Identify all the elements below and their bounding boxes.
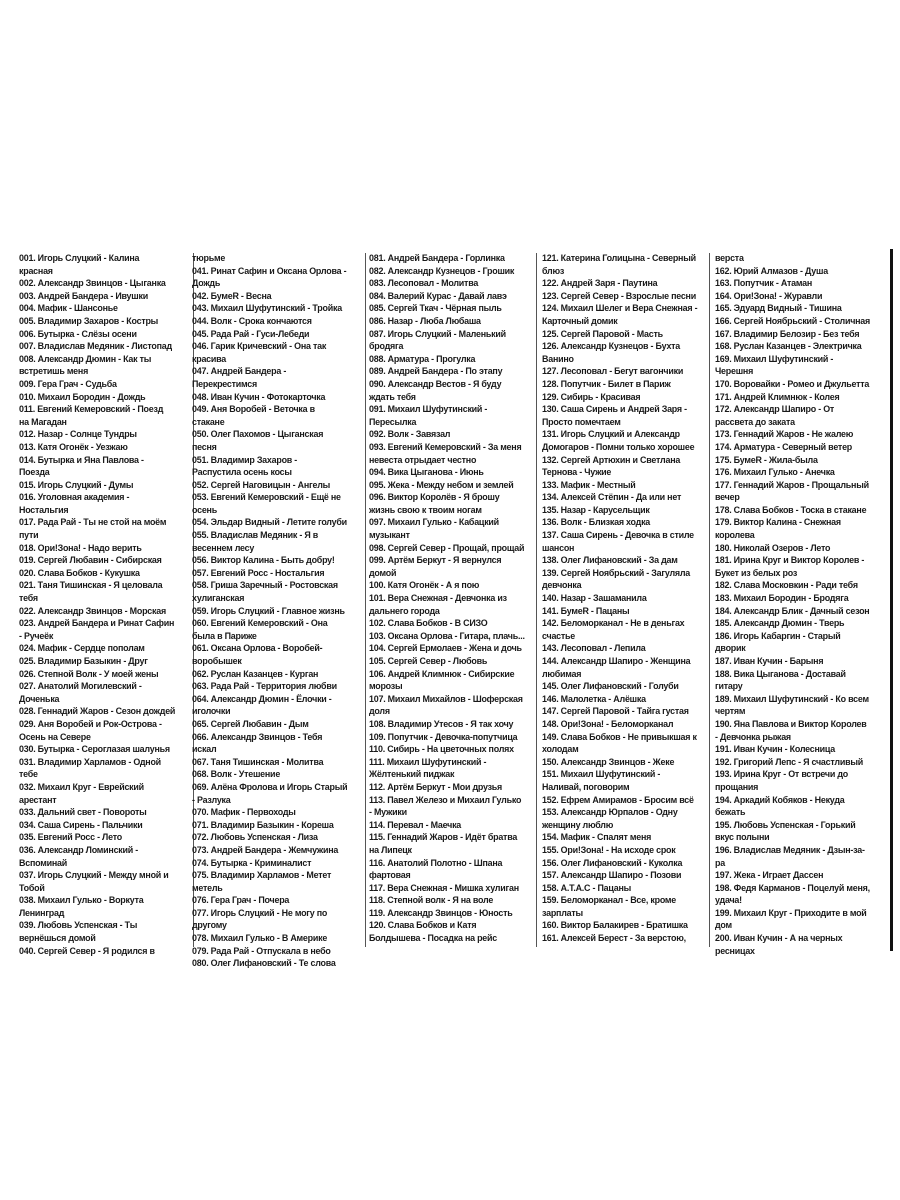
track-entry: 155. Ори!Зона! - На исходе срок (542, 844, 676, 856)
track-entry: 002. Александр Звинцов - Цыганка (19, 278, 166, 290)
track-entry: 187. Иван Кучин - Барыня (715, 656, 824, 667)
track-entry: 117. Вера Снежная - Мишка хулиган (369, 882, 519, 894)
track-entry: 008. Александр Дюмин - Как ты встретишь меня (19, 353, 152, 378)
track-entry: 123. Сергей Север - Взрослые песни (542, 290, 696, 302)
track-entry: 006. Бутырка - Слёзы осени (19, 328, 137, 340)
track-entry: 020. Слава Бобков - Кукушка (19, 567, 140, 579)
track-entry: 001. Игорь Слуцкий - Калина красная (19, 253, 140, 277)
track-entry: 010. Михаил Бородин - Дождь (19, 391, 146, 403)
track-entry: 033. Дальний свет - Повороты (19, 807, 147, 819)
track-entry: 073. Андрей Бандера - Жемчужина (192, 844, 339, 856)
track-entry: 101. Вера Снежная - Девчонка из дальнего города (369, 593, 507, 617)
track-entry: 192. Григорий Лепс - Я счастливый (715, 756, 864, 768)
track-entry: 144. Александр Шапиро - Женщина любимая (542, 656, 691, 680)
track-entry: 184. Александр Блик - Дачный сезон (715, 605, 870, 617)
track-entry: 039. Любовь Успенская - Ты вернёшься домой (19, 920, 138, 945)
track-entry: 118. Степной волк - Я на воле (369, 895, 494, 907)
track-entry: 156. Олег Лифановский - Куколка (542, 857, 683, 869)
track-entry: 131. Игорь Слуцкий и Александр Домогаров - Помни только хорошее (542, 429, 695, 453)
track-entry: 062. Руслан Казанцев - Курган (192, 668, 319, 680)
track-entry: 151. Михаил Шуфутинский - Наливай, поговорим (542, 769, 661, 793)
track-entry: 086. Назар - Люба Любаша (369, 315, 481, 327)
track-entry: 012. Назар - Солнце Тундры (19, 429, 137, 441)
track-entry: 096. Виктор Королёв - Я брошу жизнь свою к твоим ногам (369, 492, 500, 516)
track-entry: 199. Михаил Круг - Приходите в мой дом (715, 907, 867, 932)
track-entry: 046. Гарик Кричевский - Она так красива (192, 341, 327, 365)
track-entry: 070. Мафик - Первоходы (192, 807, 296, 819)
track-entry: 152. Ефрем Амирамов - Бросим всё (542, 794, 694, 806)
track-entry: 163. Попутчик - Атаман (715, 278, 812, 290)
track-entry: 165. Эдуард Видный - Тишина (715, 303, 842, 315)
track-entry: 185. Александр Дюмин - Тверь (715, 618, 845, 630)
track-entry: верста (715, 253, 744, 264)
track-entry: 147. Сергей Паровой - Тайга густая (542, 706, 689, 718)
track-entry: 049. Аня Воробей - Веточка в стакане (192, 404, 315, 428)
track-entry: 135. Назар - Карусельщик (542, 504, 650, 516)
track-entry: 177. Геннадий Жаров - Прощальный вечер (715, 479, 869, 504)
track-entry: 108. Владимир Утесов - Я так хочу (369, 718, 514, 730)
track-entry: 041. Ринат Сафин и Оксана Орлова - Дождь (192, 265, 347, 290)
track-entry: 037. Игорь Слуцкий - Между мной и Тобой (19, 870, 169, 894)
track-entry: 166. Сергей Ноябрьский - Столичная (715, 315, 871, 327)
track-entry: 053. Евгений Кемеровский - Ещё не осень (192, 492, 341, 516)
track-entry: 115. Геннадий Жаров - Идёт братва на Липецк (369, 832, 518, 856)
track-entry: 084. Валерий Курас - Давай лавэ (369, 290, 507, 302)
track-entry: тюрьме (192, 253, 226, 264)
track-entry: 173. Геннадий Жаров - Не жалею (715, 429, 854, 441)
track-entry: 125. Сергей Паровой - Масть (542, 328, 663, 340)
track-entry: 078. Михаил Гулько - В Америке (192, 933, 328, 945)
track-entry: 132. Сергей Артюхин и Светлана Тернова - Чужие (542, 454, 681, 479)
track-entry: 191. Иван Кучин - Колесница (715, 744, 836, 756)
track-entry: 198. Федя Карманов - Поцелуй меня, удача! (715, 882, 870, 907)
track-entry: 134. Алексей Стёпин - Да или нет (542, 492, 682, 504)
track-entry: 128. Попутчик - Билет в Париж (542, 378, 671, 390)
track-entry: 071. Владимир Базыкин - Кореша (192, 819, 334, 831)
track-entry: 170. Воровайки - Ромео и Джульетта (715, 378, 870, 390)
track-entry: 040. Сергей Север - Я родился в (19, 945, 155, 957)
track-entry: 098. Сергей Север - Прощай, прощай (369, 542, 525, 554)
track-entry: 105. Сергей Север - Любовь (369, 656, 488, 667)
track-entry: 045. Рада Рай - Гуси-Лебеди (192, 328, 310, 340)
track-entry: 195. Любовь Успенская - Горький вкус полыни (715, 819, 856, 844)
track-entry: 056. Виктор Калина - Быть добру! (192, 555, 335, 567)
track-entry: 060. Евгений Кемеровский - Она была в Париже (192, 618, 328, 642)
track-entry: 168. Руслан Казанцев - Электричка (715, 341, 862, 353)
tracklist-column-1 (19, 253, 175, 958)
track-entry: 085. Сергей Ткач - Чёрная пыль (369, 303, 502, 315)
track-entry: 015. Игорь Слуцкий - Думы (19, 479, 134, 491)
track-entry: 186. Игорь Кабаргин - Старый дворик (715, 630, 841, 655)
track-entry: 179. Виктор Калина - Снежная королева (715, 517, 841, 542)
track-entry: 052. Сергей Наговицын - Ангелы (192, 479, 331, 491)
track-entry: 029. Аня Воробей и Рок-Острова - Осень на Севере (19, 718, 162, 743)
tracklist-column-2 (192, 253, 348, 971)
track-entry: 146. Малолетка - Алёшка (542, 693, 646, 705)
track-entry: 181. Ирина Круг и Виктор Королев - Букет из белых роз (715, 555, 865, 579)
track-entry: 120. Слава Бобков и Катя Болдышева - Посадка на рейс (369, 920, 498, 945)
tracklist-column-3 (369, 253, 525, 946)
track-entry: 054. Эльдар Видный - Летите голуби (192, 517, 347, 529)
track-entry: 167. Владимир Белозир - Без тебя (715, 328, 860, 340)
track-entry: 109. Попутчик - Девочка-попутчица (369, 731, 518, 743)
track-entry: 043. Михаил Шуфутинский - Тройка (192, 303, 342, 315)
track-entry: 107. Михаил Михайлов - Шоферская доля (369, 693, 523, 718)
track-entry: 065. Сергей Любавин - Дым (192, 718, 309, 730)
track-entry: 013. Катя Огонёк - Уезжаю (19, 441, 128, 453)
track-entry: 157. Александр Шапиро - Позови (542, 870, 682, 882)
track-entry: 194. Аркадий Кобяков - Некуда бежать (715, 794, 845, 819)
track-entry: 142. Беломорканал - Не в деньгах счастье (542, 618, 685, 642)
track-entry: 051. Владимир Захаров - Распустила осень косы (192, 454, 298, 479)
track-entry: 024. Мафик - Сердце пополам (19, 643, 145, 655)
track-entry: 016. Уголовная академия - Ностальгия (19, 492, 130, 516)
track-entry: 044. Волк - Срока кончаются (192, 315, 312, 327)
track-entry: 066. Александр Звинцов - Тебя искал (192, 731, 323, 756)
track-entry: 088. Арматура - Прогулка (369, 353, 476, 365)
track-entry: 150. Александр Звинцов - Жеке (542, 756, 675, 768)
track-entry: 067. Таня Тишинская - Молитва (192, 756, 324, 768)
track-entry: 097. Михаил Гулько - Кабацкий музыкант (369, 517, 499, 542)
track-entry: 122. Андрей Заря - Паутина (542, 278, 658, 290)
track-entry: 005. Владимир Захаров - Костры (19, 315, 159, 327)
track-entry: 022. Александр Звинцов - Морская (19, 605, 166, 617)
track-entry: 138. Олег Лифановский - За дам (542, 555, 678, 567)
track-entry: 169. Михаил Шуфутинский - Черешня (715, 353, 834, 378)
track-entry: 034. Саша Сирень - Пальчики (19, 819, 143, 831)
track-entry: 021. Таня Тишинская - Я целовала тебя (19, 580, 163, 605)
track-entry: 130. Саша Сирень и Андрей Заря - Просто помечтаем (542, 404, 687, 428)
track-entry: 113. Павел Железо и Михаил Гулько - Мужики (369, 794, 522, 819)
track-entry: 129. Сибирь - Красивая (542, 391, 641, 403)
track-entry: 036. Александр Ломинский - Вспоминай (19, 844, 139, 869)
track-entry: 110. Сибирь - На цветочных полях (369, 744, 514, 756)
track-entry: 149. Слава Бобков - Не привыкшая к холодам (542, 731, 697, 756)
track-entry: 200. Иван Кучин - А на черных ресницах (715, 933, 843, 957)
track-entry: 139. Сергей Ноябрьский - Загуляла девчонка (542, 567, 691, 592)
tracklist-column-5 (715, 253, 871, 958)
track-entry: 099. Артём Беркут - Я вернулся домой (369, 555, 502, 579)
track-entry: 004. Мафик - Шансонье (19, 303, 118, 315)
track-entry: 133. Мафик - Местный (542, 479, 636, 491)
track-entry: 175. БумеR - Жила-была (715, 454, 818, 466)
track-entry: 094. Вика Цыганова - Июнь (369, 467, 484, 479)
track-entry: 102. Слава Бобков - В СИЗО (369, 618, 488, 630)
track-entry: 196. Владислав Медяник - Дзын-за-ра (715, 844, 865, 869)
track-entry: 111. Михаил Шуфутинский - Жёлтенький пиджак (369, 756, 487, 781)
track-entry: 076. Гера Грач - Почера (192, 895, 290, 907)
track-entry: 077. Игорь Слуцкий - Не могу по другому (192, 907, 328, 932)
track-entry: 174. Арматура - Северный ветер (715, 441, 853, 453)
track-entry: 050. Олег Пахомов - Цыганская песня (192, 429, 324, 453)
column-divider (365, 253, 366, 947)
track-entry: 038. Михаил Гулько - Воркута Ленинград (19, 895, 144, 919)
track-entry: 014. Бутырка и Яна Павлова - Поезда (19, 454, 144, 479)
track-entry: 017. Рада Рай - Ты не стой на моём пути (19, 517, 167, 542)
track-entry: 042. БумеR - Весна (192, 290, 272, 302)
track-entry: 079. Рада Рай - Отпускала в небо (192, 945, 331, 957)
track-entry: 190. Яна Павлова и Виктор Королев - Девчонка рыжая (715, 718, 867, 743)
column-divider (536, 253, 537, 947)
track-entry: 081. Андрей Бандера - Горлинка (369, 253, 505, 264)
track-entry: 055. Владислав Медяник - Я в весеннем лесу (192, 530, 319, 554)
track-entry: 048. Иван Кучин - Фотокарточка (192, 391, 326, 403)
track-entry: 069. Алёна Фролова и Игорь Старый - Разлука (192, 781, 348, 806)
track-entry: 158. А.Т.А.С - Пацаны (542, 882, 632, 894)
track-entry: 143. Лесоповал - Лепила (542, 643, 646, 655)
track-entry: 059. Игорь Слуцкий - Главное жизнь (192, 605, 345, 617)
track-entry: 083. Лесоповал - Молитва (369, 278, 479, 290)
track-entry: 095. Жека - Между небом и землей (369, 479, 514, 491)
track-entry: 176. Михаил Гулько - Анечка (715, 467, 835, 479)
track-entry: 018. Ори!Зона! - Надо верить (19, 542, 142, 554)
track-entry: 093. Евгений Кемеровский - За меня невеста отрыдает честно (369, 441, 522, 466)
track-entry: 035. Евгений Росс - Лето (19, 832, 122, 844)
track-entry: 072. Любовь Успенская - Лиза (192, 832, 318, 844)
track-entry: 145. Олег Лифановский - Голуби (542, 681, 679, 693)
track-entry: 106. Андрей Климнюк - Сибирские морозы (369, 668, 515, 693)
track-entry: 104. Сергей Ермолаев - Жена и дочь (369, 643, 522, 655)
track-entry: 119. Александр Звинцов - Юность (369, 907, 513, 919)
track-entry: 193. Ирина Круг - От встречи до прощания (715, 769, 849, 793)
tracklist-column-4 (542, 253, 698, 946)
track-entry: 075. Владимир Харламов - Метет метель (192, 870, 332, 894)
track-entry: 116. Анатолий Полотно - Шпана фартовая (369, 857, 503, 882)
track-entry: 092. Волк - Завязал (369, 429, 451, 441)
track-entry: 082. Александр Кузнецов - Грошик (369, 265, 515, 277)
track-entry: 189. Михаил Шуфутинский - Ко всем чертям (715, 693, 869, 718)
track-entry: 171. Андрей Климнюк - Колея (715, 391, 840, 403)
tracklist-sheet (10, 249, 893, 970)
track-entry: 047. Андрей Бандера - Перекрестимся (192, 366, 287, 390)
track-entry: 153. Александр Юрпалов - Одну женщину люблю (542, 807, 678, 831)
track-entry: 188. Вика Цыганова - Доставай гитару (715, 668, 846, 693)
track-entry: 027. Анатолий Могилевский - Доченька (19, 681, 142, 705)
track-entry: 124. Михаил Шелег и Вера Снежная - Карточный домик (542, 303, 698, 327)
track-entry: 058. Гриша Заречный - Ростовская хулиганская (192, 580, 338, 605)
track-entry: 162. Юрий Алмазов - Душа (715, 265, 828, 277)
track-entry: 063. Рада Рай - Территория любви (192, 681, 337, 693)
track-entry: 112. Артём Беркут - Мои друзья (369, 781, 503, 793)
track-entry: 137. Саша Сирень - Девочка в стиле шансон (542, 530, 694, 554)
track-entry: 031. Владимир Харламов - Одной тебе (19, 756, 161, 781)
track-entry: 009. Гера Грач - Судьба (19, 378, 117, 390)
track-entry: 090. Александр Вестов - Я буду ждать тебя (369, 378, 502, 403)
track-entry: 180. Николай Озеров - Лето (715, 542, 831, 554)
track-entry: 140. Назар - Зашаманила (542, 593, 647, 605)
track-entry: 154. Мафик - Спалят меня (542, 832, 652, 844)
track-entry: 003. Андрей Бандера - Ивушки (19, 290, 148, 302)
track-entry: 197. Жека - Играет Дассен (715, 870, 824, 882)
track-entry: 164. Ори!Зона! - Журавли (715, 290, 823, 302)
track-entry: 126. Александр Кузнецов - Бухта Ванино (542, 341, 681, 365)
column-divider (709, 253, 710, 947)
track-entry: 089. Андрей Бандера - По этапу (369, 366, 503, 378)
track-entry: 087. Игорь Слуцкий - Маленький бродяга (369, 328, 506, 353)
track-entry: 183. Михаил Бородин - Бродяга (715, 593, 849, 605)
track-entry: 025. Владимир Базыкин - Друг (19, 656, 148, 667)
track-entry: 121. Катерина Голицына - Северный блюз (542, 253, 696, 277)
track-entry: 127. Лесоповал - Бегут вагончики (542, 366, 684, 378)
track-entry: 172. Александр Шапиро - От рассвета до заката (715, 404, 835, 428)
track-entry: 028. Геннадий Жаров - Сезон дождей (19, 706, 176, 718)
track-entry: 026. Степной Волк - У моей жены (19, 668, 159, 680)
track-entry: 032. Михаил Круг - Еврейский арестант (19, 781, 144, 806)
track-entry: 057. Евгений Росс - Ностальгия (192, 567, 325, 579)
track-entry: 141. БумеR - Пацаны (542, 605, 630, 617)
track-entry: 061. Оксана Орлова - Воробей-воробышек (192, 643, 323, 667)
track-entry: 007. Владислав Медяник - Листопад (19, 341, 172, 353)
track-entry: 023. Андрей Бандера и Ринат Сафин - Ручеёк (19, 618, 175, 642)
track-entry: 019. Сергей Любавин - Сибирская (19, 555, 162, 567)
track-entry: 068. Волк - Утешение (192, 769, 281, 781)
track-entry: 064. Александр Дюмин - Ёлочки - иголочки (192, 693, 332, 718)
track-entry: 103. Оксана Орлова - Гитара, плачь... (369, 630, 525, 642)
track-entry: 074. Бутырка - Криминалист (192, 857, 312, 869)
track-entry: 182. Слава Московкин - Ради тебя (715, 580, 858, 592)
track-entry: 160. Виктор Балакирев - Братишка (542, 920, 688, 932)
track-entry: 159. Беломорканал - Все, кроме зарплаты (542, 895, 677, 919)
track-entry: 114. Перевал - Маечка (369, 819, 462, 831)
track-entry: 011. Евгений Кемеровский - Поезд на Магадан (19, 404, 164, 428)
track-entry: 100. Катя Огонёк - А я пою (369, 580, 480, 592)
track-entry: 178. Слава Бобков - Тоска в стакане (715, 504, 867, 516)
track-entry: 148. Ори!Зона! - Беломорканал (542, 718, 674, 730)
track-entry: 161. Алексей Берест - За верстою, (542, 933, 686, 945)
track-entry: 030. Бутырка - Сероглазая шалунья (19, 744, 170, 756)
track-entry: 136. Волк - Близкая ходка (542, 517, 651, 529)
track-entry: 080. Олег Лифановский - Те слова (192, 958, 336, 970)
track-entry: 091. Михаил Шуфутинский - Пересылка (369, 404, 488, 428)
